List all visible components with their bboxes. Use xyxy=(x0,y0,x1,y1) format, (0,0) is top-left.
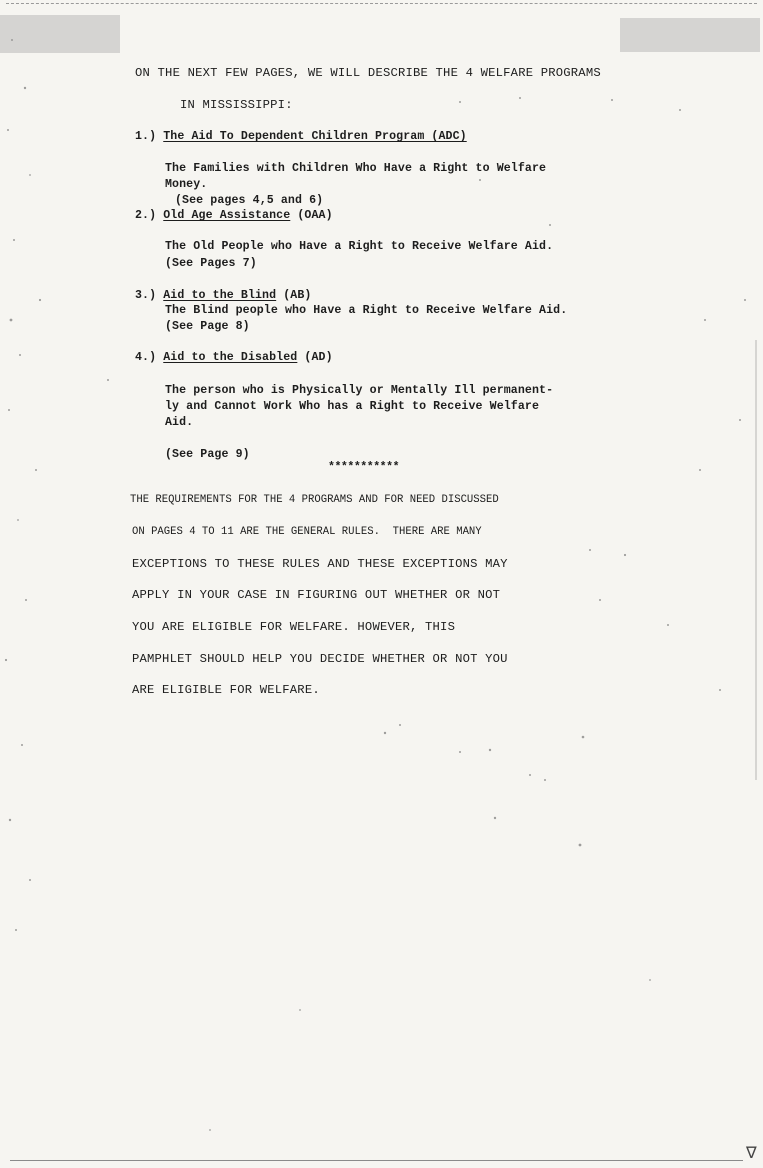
program-3-desc-1: The Blind people who Have a Right to Receive Welfare Aid. xyxy=(165,304,568,317)
program-2-number: 2.) xyxy=(135,209,157,222)
program-1-title: The Aid To Dependent Children Program (ADC) xyxy=(163,130,467,143)
program-1-number: 1.) xyxy=(135,130,157,143)
asterisk-separator: *********** xyxy=(328,461,400,474)
intro-line-1: ON THE NEXT FEW PAGES, WE WILL DESCRIBE THE 4 WELFARE PROGRAMS xyxy=(135,66,601,80)
program-4-see: (See Page 9) xyxy=(165,448,250,461)
top-edge-rule xyxy=(6,3,757,4)
intro-line-2: IN MISSISSIPPI: xyxy=(180,98,293,112)
page-corner-mark-icon: ∇ xyxy=(746,1143,757,1162)
program-1-see: (See pages 4,5 and 6) xyxy=(175,194,324,207)
program-4-desc-3: Aid. xyxy=(165,416,194,429)
closing-line-7: ARE ELIGIBLE FOR WELFARE. xyxy=(132,683,320,697)
program-1-desc-1: The Families with Children Who Have a Right to Welfare xyxy=(165,162,547,175)
program-1-desc-2: Money. xyxy=(165,178,208,191)
program-4-title: Aid to the Disabled xyxy=(163,351,298,364)
bottom-edge-rule xyxy=(10,1160,743,1161)
program-3-abbr: (AB) xyxy=(283,289,312,302)
program-2-desc-1: The Old People who Have a Right to Receive Welfare Aid. xyxy=(165,240,554,253)
program-2-see: (See Pages 7) xyxy=(165,257,257,270)
program-2-abbr: (OAA) xyxy=(297,209,333,222)
program-2-title: Old Age Assistance xyxy=(163,209,291,222)
program-4-heading xyxy=(135,351,333,365)
closing-line-1: THE REQUIREMENTS FOR THE 4 PROGRAMS AND FOR NEED DISCUSSED xyxy=(130,494,499,506)
program-4-desc-2: ly and Cannot Work Who has a Right to Receive Welfare xyxy=(165,400,540,413)
closing-line-5: YOU ARE ELIGIBLE FOR WELFARE. HOWEVER, THIS xyxy=(132,620,456,634)
program-4-abbr: (AD) xyxy=(304,351,333,364)
program-4-number: 4.) xyxy=(135,351,157,364)
closing-line-2: ON PAGES 4 TO 11 ARE THE GENERAL RULES. THERE ARE MANY xyxy=(132,526,482,538)
program-3-number: 3.) xyxy=(135,289,157,302)
program-4-desc-1: The person who is Physically or Mentally Ill permanent- xyxy=(165,384,554,397)
program-1-heading xyxy=(135,130,467,144)
program-3-title: Aid to the Blind xyxy=(163,289,277,302)
program-3-heading xyxy=(135,289,311,303)
closing-line-4: APPLY IN YOUR CASE IN FIGURING OUT WHETHER OR NOT xyxy=(132,588,501,602)
program-2-heading xyxy=(135,209,333,223)
closing-line-6: PAMPHLET SHOULD HELP YOU DECIDE WHETHER OR NOT YOU xyxy=(132,652,508,666)
program-3-see: (See Page 8) xyxy=(165,320,250,333)
closing-line-3: EXCEPTIONS TO THESE RULES AND THESE EXCEPTIONS MAY xyxy=(132,557,508,571)
